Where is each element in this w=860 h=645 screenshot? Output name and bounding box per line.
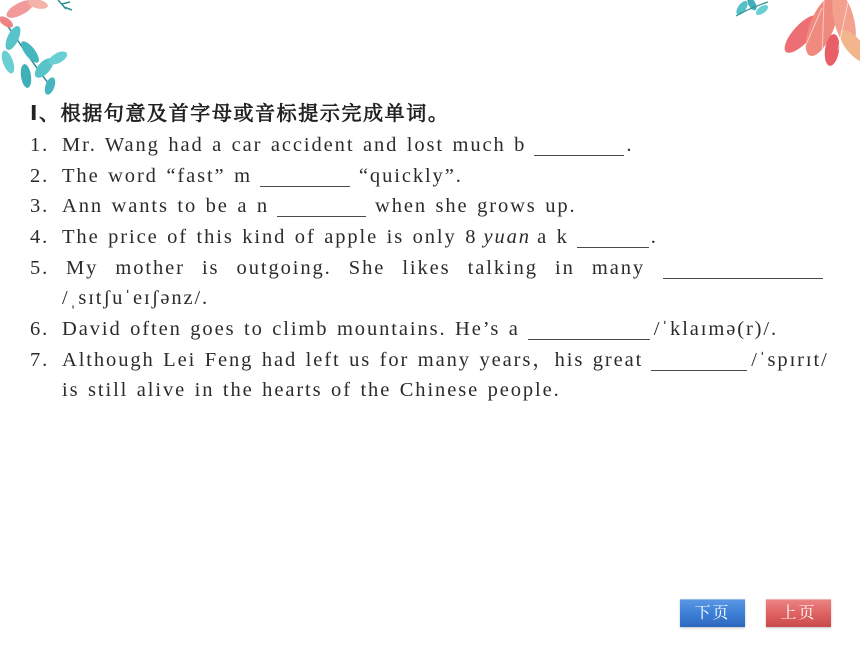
question-7 <box>30 345 829 375</box>
question-text-end: “quickly”. <box>358 165 463 187</box>
answer-blank <box>651 348 747 371</box>
question-text: My mother is outgoing. She likes talking in many <box>66 257 645 279</box>
decorative-leaves-top-left <box>0 0 80 95</box>
question-text: David often goes to climb mountains. He’s a <box>62 318 520 340</box>
question-3 <box>30 191 577 221</box>
italic-word: yuan <box>483 226 531 248</box>
question-text: The price of this kind of apple is only 8 <box>62 226 478 248</box>
question-text: is still alive in the hearts of the Chinese people. <box>62 379 561 401</box>
question-text-end: when she grows up. <box>375 195 577 217</box>
question-number: 3. <box>30 195 50 217</box>
answer-blank <box>577 225 649 248</box>
question-5 <box>30 253 823 283</box>
question-4 <box>30 222 658 252</box>
question-text-end: . <box>650 226 658 248</box>
answer-blank <box>528 317 650 340</box>
phonetic-hint: /ˈklaɪmə(r)/. <box>653 318 779 340</box>
answer-blank <box>663 256 823 279</box>
question-text: The word “fast” m <box>62 165 252 187</box>
question-2 <box>30 161 463 191</box>
decorative-leaves-top-right <box>730 0 860 72</box>
next-page-button[interactable]: 下页 <box>680 599 745 627</box>
question-7-continued <box>30 375 561 405</box>
phonetic-hint: /ˌsɪtʃuˈeɪʃənz/. <box>62 287 210 309</box>
question-6 <box>30 314 778 344</box>
question-text: Although Lei Feng had left us for many years，his great <box>62 349 644 371</box>
question-number: 6. <box>30 318 50 340</box>
question-number: 5. <box>30 257 50 279</box>
question-number: 4. <box>30 226 50 248</box>
question-text: Ann wants to be a n <box>62 195 269 217</box>
question-text: Mr. Wang had a car accident and lost much b <box>62 134 527 156</box>
question-number: 1. <box>30 134 50 156</box>
question-text-hint: a k <box>537 226 569 248</box>
answer-blank <box>260 164 350 187</box>
question-5-continued <box>30 283 209 313</box>
question-number: 2. <box>30 165 50 187</box>
question-number: 7. <box>30 349 50 371</box>
section-heading: Ⅰ、根据句意及首字母或音标提示完成单词。 <box>30 101 450 125</box>
answer-blank <box>277 194 366 217</box>
answer-blank <box>534 133 624 156</box>
question-1 <box>30 130 633 160</box>
question-text-end: . <box>626 134 634 156</box>
phonetic-hint: /ˈspɪrɪt/ <box>751 349 829 371</box>
previous-page-button[interactable]: 上页 <box>766 599 831 627</box>
